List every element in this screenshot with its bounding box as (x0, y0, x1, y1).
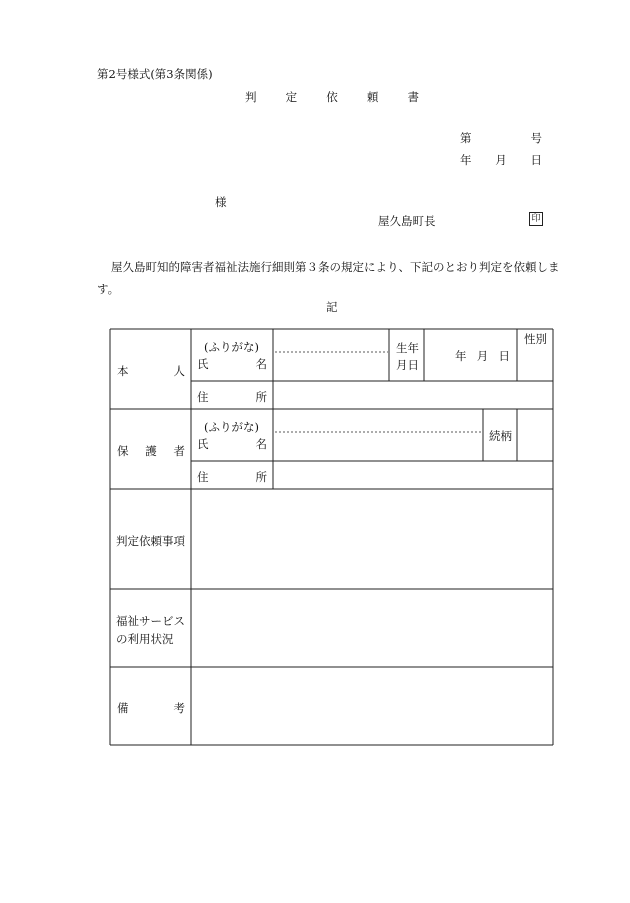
birth-date-value (455, 348, 510, 364)
label-char: 護 (145, 444, 157, 458)
label-char: 人 (173, 364, 185, 378)
date-day: 日 (530, 153, 542, 167)
label-char: 名 (255, 437, 267, 451)
guardian-address-label (197, 469, 267, 485)
seal-mark: 印 (529, 212, 543, 226)
birth-year-char: 年 (455, 349, 467, 363)
label-char: 氏 (197, 437, 209, 451)
birth-date-label-line2: 月日 (396, 358, 419, 372)
title-char: 判 (245, 90, 257, 104)
number-prefix: 第 (460, 131, 472, 145)
principal-furigana-label: (ふりがな) (204, 340, 259, 354)
guardian-label (117, 443, 185, 459)
welfare-services-label-line1: 福祉サービス (116, 614, 185, 628)
title-char: 定 (285, 90, 298, 104)
label-char: 考 (173, 701, 185, 715)
principal-address-label (197, 389, 267, 405)
welfare-services-label-line2: の利用状況 (116, 632, 174, 646)
form-number: 第2号様式(第3条関係) (97, 67, 213, 81)
birth-day-char: 日 (498, 349, 510, 363)
label-char: 本 (117, 364, 129, 378)
label-char: 名 (255, 357, 267, 371)
label-char: 住 (197, 390, 209, 404)
principal-label (117, 363, 185, 379)
guardian-name-label (197, 436, 267, 452)
label-char: 所 (255, 390, 267, 404)
title-char: 依 (326, 90, 338, 104)
remarks-label (117, 700, 185, 716)
body-paragraph: 屋久島町知的障害者福祉法施行細則第３条の規定により、下記のとおり判定を依頼します。 (97, 260, 560, 296)
request-items-label: 判定依頼事項 (116, 534, 185, 548)
label-char: 氏 (197, 357, 209, 371)
principal-name-label (197, 356, 267, 372)
sex-label: 性別 (524, 332, 547, 346)
title-char: 書 (407, 90, 419, 104)
number-suffix: 号 (530, 131, 542, 145)
label-char: 保 (117, 444, 129, 458)
label-char: 所 (255, 470, 267, 484)
label-char: 備 (117, 701, 129, 715)
addressee-suffix: 様 (215, 195, 227, 209)
birth-month-char: 月 (476, 349, 489, 363)
date-month: 月 (495, 153, 507, 167)
relation-label: 続柄 (489, 429, 512, 443)
title-char: 頼 (366, 90, 379, 104)
label-char: 住 (197, 470, 209, 484)
ki-label: 記 (326, 300, 338, 314)
guardian-furigana-label: (ふりがな) (204, 420, 259, 434)
issuer-name: 屋久島町長 (378, 214, 436, 228)
date-year: 年 (460, 153, 472, 167)
label-char: 者 (173, 444, 185, 458)
birth-date-label-line1: 生年 (396, 341, 419, 355)
